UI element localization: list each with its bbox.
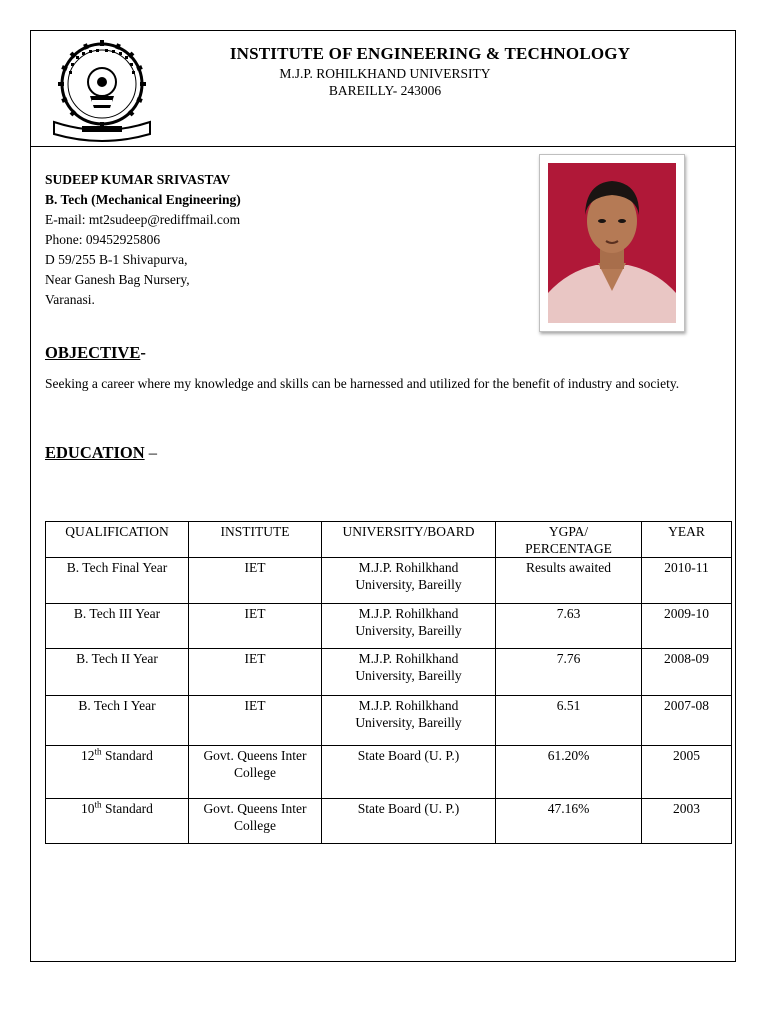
cell-score: Results awaited — [496, 558, 642, 604]
cell-qualification-num: 12 — [81, 748, 95, 763]
cell-institute-line2: College — [234, 765, 276, 780]
cell-board-line2: University, Bareilly — [355, 668, 462, 683]
cell-score: 61.20% — [496, 746, 642, 799]
address-line-1: D 59/255 B-1 Shivapurva, — [45, 252, 188, 267]
objective-heading-suffix: - — [140, 343, 146, 362]
cell-year: 2008-09 — [642, 649, 732, 696]
col-header-institute: INSTITUTE — [189, 522, 322, 558]
cell-qualification: B. Tech I Year — [46, 696, 189, 746]
cell-institute: IET — [189, 604, 322, 649]
education-heading-suffix: – — [144, 443, 157, 462]
address-line-2: Near Ganesh Bag Nursery, — [45, 272, 190, 287]
candidate-photo — [539, 154, 685, 332]
cell-score: 7.63 — [496, 604, 642, 649]
cell-board — [322, 649, 496, 696]
cell-qualification: B. Tech Final Year — [46, 558, 189, 604]
cell-board — [322, 558, 496, 604]
cell-score: 6.51 — [496, 696, 642, 746]
cell-qualification: B. Tech II Year — [46, 649, 189, 696]
cell-board-line2: University, Bareilly — [355, 715, 462, 730]
cell-institute — [189, 746, 322, 799]
table-row — [46, 649, 732, 696]
institute-emblem-icon — [46, 38, 158, 144]
candidate-phone: Phone: 09452925806 — [45, 232, 161, 247]
table-row — [46, 746, 732, 799]
contact-block — [45, 170, 241, 310]
cell-year: 2010-11 — [642, 558, 732, 604]
education-heading — [45, 443, 157, 463]
university-address: BAREILLY- 243006 — [328, 83, 442, 98]
cell-institute: IET — [189, 696, 322, 746]
cell-institute: IET — [189, 649, 322, 696]
cell-board-line2: University, Bareilly — [355, 623, 462, 638]
cell-qualification-num: 10 — [81, 801, 95, 816]
candidate-name: SUDEEP KUMAR SRIVASTAV — [45, 172, 231, 187]
cell-board: State Board (U. P.) — [322, 746, 496, 799]
cell-institute-line1: Govt. Queens Inter — [203, 748, 307, 763]
portrait-icon — [548, 163, 676, 323]
cell-board-line1: M.J.P. Rohilkhand — [358, 698, 459, 713]
objective-text: Seeking a career where my knowledge and skills can be harnessed and utilized for the benefit of industry and society. — [45, 376, 680, 391]
education-table — [45, 521, 732, 844]
table-header-row — [46, 522, 732, 558]
cell-institute: IET — [189, 558, 322, 604]
cell-qualification: B. Tech III Year — [46, 604, 189, 649]
col-header-score — [496, 522, 642, 558]
col-header-score-line2: PERCENTAGE — [525, 541, 612, 556]
cell-board — [322, 604, 496, 649]
cell-board: State Board (U. P.) — [322, 799, 496, 844]
cell-year: 2003 — [642, 799, 732, 844]
cell-year: 2007-08 — [642, 696, 732, 746]
cell-qualification — [46, 799, 189, 844]
cell-year: 2005 — [642, 746, 732, 799]
col-header-year: YEAR — [642, 522, 732, 558]
table-row — [46, 799, 732, 844]
cell-qualification — [46, 746, 189, 799]
cell-score: 47.16% — [496, 799, 642, 844]
university-name: M.J.P. ROHILKHAND UNIVERSITY — [279, 66, 491, 81]
cell-institute — [189, 799, 322, 844]
col-header-qualification: QUALIFICATION — [46, 522, 189, 558]
cell-qualification-rest: Standard — [101, 748, 153, 763]
objective-heading-text: OBJECTIVE — [45, 343, 141, 362]
candidate-email: E-mail: mt2sudeep@rediffmail.com — [45, 212, 241, 227]
cell-qualification-sup: th — [94, 799, 102, 810]
header-divider — [30, 146, 736, 147]
table-row — [46, 696, 732, 746]
education-heading-text: EDUCATION — [45, 443, 145, 462]
institute-name: INSTITUTE OF ENGINEERING & TECHNOLOGY — [229, 44, 631, 63]
col-header-board: UNIVERSITY/BOARD — [322, 522, 496, 558]
cell-institute-line2: College — [234, 818, 276, 833]
objective-heading — [45, 343, 146, 363]
cell-year: 2009-10 — [642, 604, 732, 649]
address-line-3: Varanasi. — [45, 292, 95, 307]
cell-board-line2: University, Bareilly — [355, 577, 462, 592]
cell-qualification-rest: Standard — [101, 801, 153, 816]
col-header-score-line1: YGPA/ — [548, 524, 589, 539]
cell-qualification-sup: th — [94, 746, 102, 757]
cell-score: 7.76 — [496, 649, 642, 696]
cell-board-line1: M.J.P. Rohilkhand — [358, 651, 459, 666]
cell-board — [322, 696, 496, 746]
table-row — [46, 558, 732, 604]
cell-board-line1: M.J.P. Rohilkhand — [358, 560, 459, 575]
cell-institute-line1: Govt. Queens Inter — [203, 801, 307, 816]
table-row — [46, 604, 732, 649]
cell-board-line1: M.J.P. Rohilkhand — [358, 606, 459, 621]
candidate-degree: B. Tech (Mechanical Engineering) — [45, 192, 241, 207]
